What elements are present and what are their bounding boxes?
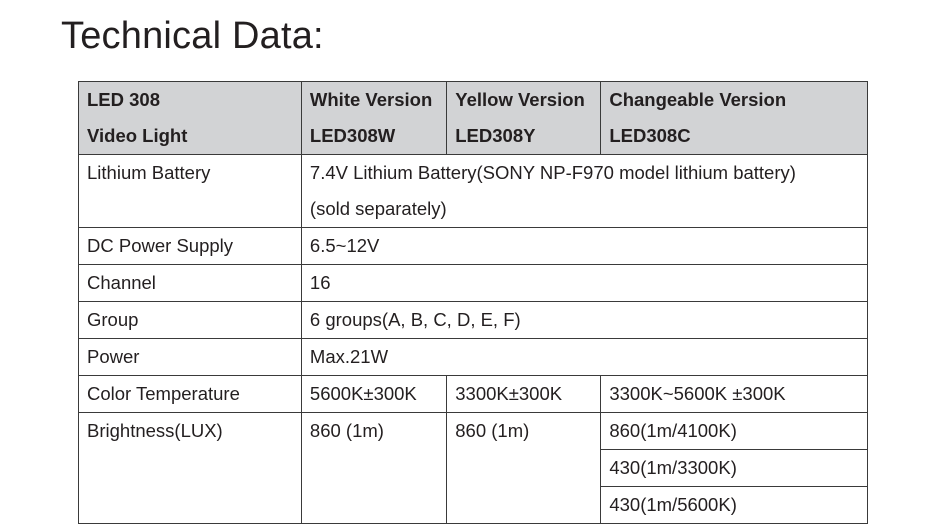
row-value-power: Max.21W [301, 339, 867, 376]
table-row-battery [79, 155, 868, 228]
brightness-changeable-line: 430(1m/3300K) [601, 449, 867, 486]
header-white-line2: LED308W [309, 125, 396, 146]
color-temp-changeable: 3300K~5600K ±300K [601, 376, 868, 413]
battery-line1: 7.4V Lithium Battery(SONY NP-F970 model lithium battery) [309, 162, 796, 183]
brightness-white: 860 (1m) [301, 413, 446, 524]
brightness-changeable-line: 430(1m/5600K) [601, 486, 867, 523]
color-temp-yellow: 3300K±300K [447, 376, 601, 413]
table-row-channel [79, 265, 868, 302]
header-model-line2: Video Light [87, 125, 188, 146]
row-value-dc-power: 6.5~12V [301, 228, 867, 265]
row-label-color-temperature: Color Temperature [79, 376, 302, 413]
brightness-changeable-line: 860(1m/4100K) [609, 420, 737, 441]
header-yellow-line2: LED308Y [455, 125, 536, 146]
technical-data-table [78, 81, 868, 524]
header-model-cell [79, 82, 302, 155]
header-yellow-line1: Yellow Version [455, 89, 585, 110]
table-header-row [79, 82, 868, 155]
row-value-group: 6 groups(A, B, C, D, E, F) [301, 302, 867, 339]
row-label-group: Group [79, 302, 302, 339]
row-value-battery [301, 155, 867, 228]
header-white-line1: White Version [309, 89, 433, 110]
row-value-channel: 16 [301, 265, 867, 302]
row-label-dc-power: DC Power Supply [79, 228, 302, 265]
table-row-group [79, 302, 868, 339]
brightness-yellow: 860 (1m) [447, 413, 601, 524]
table-row-brightness [79, 413, 868, 524]
header-model-line1: LED 308 [87, 89, 161, 110]
header-changeable-cell [601, 82, 868, 155]
row-label-channel: Channel [79, 265, 302, 302]
table-row-dc-power [79, 228, 868, 265]
color-temp-white: 5600K±300K [301, 376, 446, 413]
brightness-changeable [601, 413, 868, 524]
battery-line2: (sold separately) [309, 198, 447, 219]
row-label-power: Power [79, 339, 302, 376]
header-white-cell [301, 82, 446, 155]
header-yellow-cell [447, 82, 601, 155]
table-row-power [79, 339, 868, 376]
table-row-color-temperature [79, 376, 868, 413]
header-changeable-line2: LED308C [609, 125, 691, 146]
row-label-battery: Lithium Battery [79, 155, 302, 228]
page-title: Technical Data: [61, 15, 324, 57]
header-changeable-line1: Changeable Version [609, 89, 787, 110]
row-label-brightness: Brightness(LUX) [79, 413, 302, 524]
